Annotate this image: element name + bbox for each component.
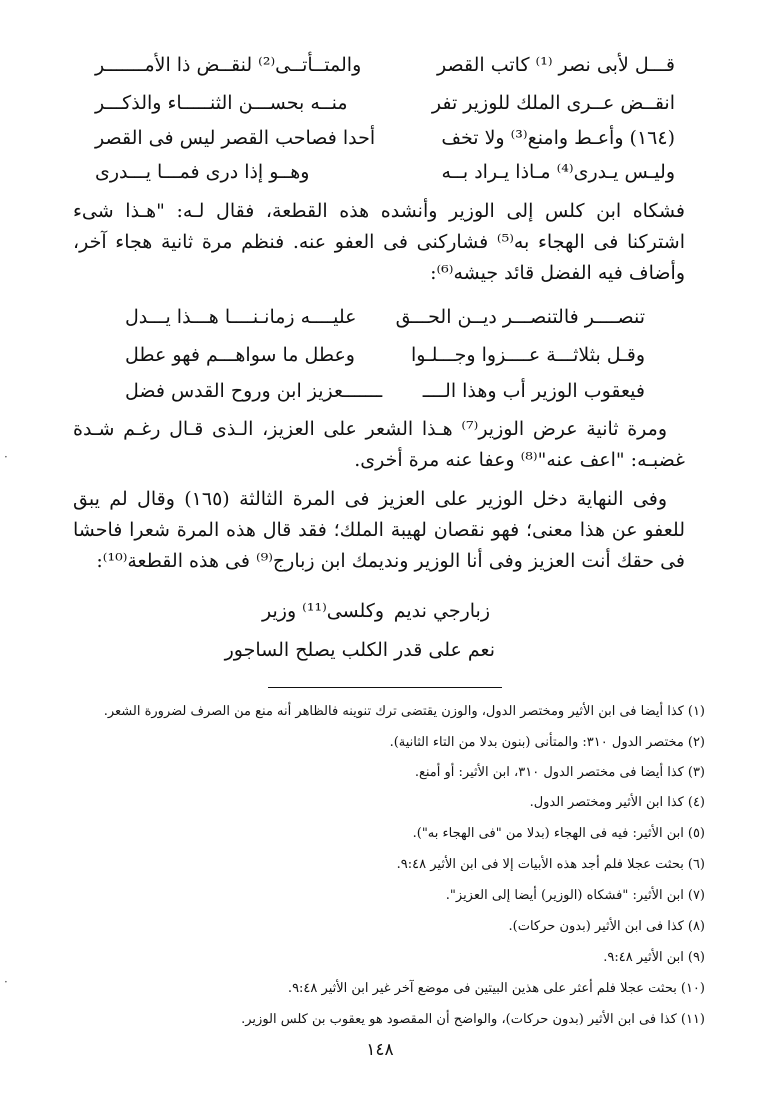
verse-line — [95, 121, 675, 155]
footnote-number: (١٠) — [680, 981, 705, 996]
footnote — [45, 761, 705, 785]
verse-hemistich-left: ـــــــعزيز ابن وروح القدس فضل — [125, 380, 383, 402]
footnote — [45, 1008, 705, 1032]
footnote — [45, 853, 705, 877]
verse-line: نعم على قدر الكلب يصلح الساجور — [224, 639, 495, 661]
verse-hemistich-right: زبارجي نديم — [393, 600, 490, 622]
footnote-number: (٩) — [687, 950, 705, 965]
footnote — [45, 731, 705, 755]
footnote-divider — [268, 687, 502, 688]
footnote-text: كذا ابن الأثير ومختصر الدول. — [529, 795, 684, 810]
footnote — [45, 822, 705, 846]
scan-edge-mark: · — [4, 975, 8, 989]
verse-line — [125, 374, 645, 408]
footnote-text: بحثت عجلا فلم أجد هذه الأبيات إلا فى ابن الأثير ٩:٤٨. — [396, 857, 684, 872]
footnote — [45, 700, 705, 724]
page-number: ١٤٨ — [366, 1040, 394, 1060]
footnote-number: (١) — [687, 704, 705, 719]
verse-hemistich-left: منــه بحســـن الثنـــــاء والذكـــر — [95, 92, 348, 114]
verse-hemistich-left: والمتــأتــى⁽²⁾ لنقــض ذا الأمـــــــر — [95, 54, 362, 76]
verse-line — [125, 338, 645, 372]
paragraph — [73, 196, 685, 289]
verse-hemistich-left: عليــــه زمانـنــــا هـــذا يـــدل — [125, 306, 357, 328]
footnote-text: ابن الأثير ٩:٤٨. — [603, 950, 684, 965]
verse-hemistich-right: (١٦٤) وأعـط وامنع⁽³⁾ ولا تخف — [441, 127, 675, 149]
footnote-number: (٢) — [687, 735, 705, 750]
paragraph — [73, 484, 685, 577]
footnote-number: (٤) — [687, 795, 705, 810]
footnote-text: كذا أيضا فى ابن الأثير ومختصر الدول، والوزن يقتضى ترك تنوينه فالظاهر أنه منع من الصرف لضرورة الشعر. — [103, 704, 684, 719]
footnote-text: بحثت عجلا فلم أعثر على هذين البيتين فى موضع آخر غير ابن الأثير ٩:٤٨. — [287, 981, 677, 996]
verse-hemistich-left: وعطل ما سواهـــم فهو عطل — [125, 344, 355, 366]
verse-line — [95, 155, 675, 189]
scan-edge-mark: · — [4, 450, 8, 464]
footnote-text: كذا فى ابن الأثير (بدون حركات)، والواضح أن المقصود هو يعقوب بن كلس الوزير. — [241, 1012, 677, 1027]
footnote-text: كذا فى ابن الأثير (بدون حركات). — [508, 919, 684, 934]
footnote — [45, 946, 705, 970]
verse-hemistich-left: وكلسى⁽¹¹⁾ وزير — [262, 600, 385, 622]
footnote — [45, 977, 705, 1001]
paragraph-text: وفى النهاية دخل الوزير على العزيز فى المرة الثالثة (١٦٥) وقال لم يبق للعفو عن هذا معنى؛ فهو نقصان لهيبة الملك؛ فقد قال هذه المرة شعرا فاحشا فى حقك أنت العزيز وفى أنا الوزير ونديمك ابن زبارج⁽⁹⁾ فى هذه القطعة⁽¹⁰⁾: — [73, 488, 685, 572]
verse-hemistich-left: أحدا فصاحب القصر ليس فى القصر — [95, 127, 376, 149]
footnote-number: (٨) — [687, 919, 705, 934]
paragraph — [73, 414, 685, 476]
verse-line — [125, 300, 645, 334]
footnote — [45, 915, 705, 939]
footnote-text: كذا أيضا فى مختصر الدول ٣١٠، ابن الأثير: أو أمنع. — [414, 765, 684, 780]
verse-hemistich-right: فيعقوب الوزير أب وهذا الــــ — [422, 380, 645, 402]
verse-hemistich-right: انقــض عــرى الملك للوزير تفر — [431, 92, 675, 114]
verse-hemistich-right: وليـس يـدرى⁽⁴⁾ مـاذا يـراد بــه — [441, 161, 675, 183]
verse-line — [95, 86, 675, 120]
footnote-text: مختصر الدول ٣١٠: والمتأنى (بنون بدلا من التاء الثانية). — [389, 735, 684, 750]
footnote — [45, 791, 705, 815]
footnote-text: ابن الأثير: فيه فى الهجاء (بدلا من "فى الهجاء به"). — [412, 826, 684, 841]
footnote-number: (٧) — [687, 888, 705, 903]
footnote-text: ابن الأثير: "فشكاه (الوزير) أيضا إلى العزيز". — [445, 888, 684, 903]
verse-hemistich-right: وقـل بثلاثـــة عــــزوا وجـــلـوا — [411, 344, 645, 366]
paragraph-text: ومرة ثانية عرض الوزير⁽⁷⁾ هـذا الشعر على العزيز، الـذى قـال رغـم شـدة غضبـه: "اعف عنه"⁽⁸⁾ وعفا عنه مرة أخرى. — [73, 418, 685, 471]
verse-hemistich-left: وهــو إذا درى فمـــا يـــدرى — [95, 161, 310, 183]
paragraph-text: فشكاه ابن كلس إلى الوزير وأنشده هذه القطعة، فقال لـه: "هـذا شىء اشتركنا فى الهجاء به⁽⁵⁾ فشاركنى فى العفو عنه. فنظم مرة ثانية هجاء آخر، وأضاف فيه الفضل قائد جيشه⁽⁶⁾: — [73, 200, 685, 284]
footnote — [45, 884, 705, 908]
footnote-number: (٣) — [687, 765, 705, 780]
footnote-number: (٥) — [687, 826, 705, 841]
footnote-number: (٦) — [687, 857, 705, 872]
verse-hemistich-right: تنصــــر فالتنصـــر ديــن الحـــق — [395, 306, 645, 328]
footnote-number: (١١) — [680, 1012, 705, 1027]
verse-hemistich-right: قـــل لأبى نصر ⁽¹⁾ كاتب القصر — [437, 54, 675, 76]
verse-line — [95, 48, 675, 82]
